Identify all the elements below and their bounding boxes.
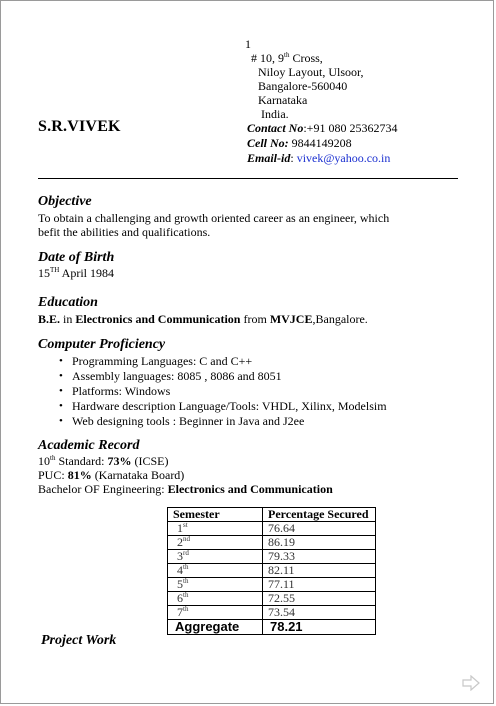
column-header-percentage: Percentage Secured <box>263 508 376 522</box>
objective-heading: Objective <box>38 194 92 209</box>
email-link[interactable]: vivek@yahoo.co.in <box>296 151 391 165</box>
objective-text: To obtain a challenging and growth oriented career as an engineer, which befit the abilities and qualifications. <box>38 211 390 239</box>
project-heading: Project Work <box>41 633 117 648</box>
academic-record <box>38 454 333 496</box>
semester-cell: 1st <box>168 522 263 536</box>
academic-be: Bachelor OF Engineering: Electronics and Communication <box>38 482 333 496</box>
table-header-row <box>168 508 376 522</box>
dob-heading: Date of Birth <box>38 250 115 265</box>
address-line-3: Bangalore-560040 <box>258 79 348 93</box>
contact-email: Email-id: vivek@yahoo.co.in <box>247 151 391 165</box>
contact-phone: Contact No:+91 080 25362734 <box>247 121 398 135</box>
contact-block <box>247 121 397 166</box>
marks-table <box>167 507 376 635</box>
semester-cell: 3rd <box>168 550 263 564</box>
semester-cell: 4th <box>168 564 263 578</box>
table-row <box>168 578 376 592</box>
candidate-name: S.R.VIVEK <box>38 118 121 135</box>
address-line-2: Niloy Layout, Ulsoor, <box>258 65 364 79</box>
percentage-cell: 72.55 <box>263 592 376 606</box>
percentage-cell: 86.19 <box>263 536 376 550</box>
academic-heading: Academic Record <box>38 438 140 453</box>
proficiency-list <box>38 354 387 429</box>
table-row <box>168 564 376 578</box>
column-header-semester: Semester <box>168 508 263 522</box>
aggregate-value: 78.21 <box>263 620 376 635</box>
aggregate-label: Aggregate <box>168 620 263 635</box>
education-heading: Education <box>38 295 98 310</box>
academic-tenth: 10th Standard: 73% (ICSE) <box>38 454 169 468</box>
page-number: 1 <box>245 37 251 51</box>
semester-cell: 5th <box>168 578 263 592</box>
percentage-cell: 79.33 <box>263 550 376 564</box>
address-line-1: # 10, 9th Cross, <box>251 51 323 65</box>
table-row <box>168 592 376 606</box>
aggregate-row <box>168 620 376 635</box>
address-block <box>245 37 364 121</box>
percentage-cell: 73.54 <box>263 606 376 620</box>
table-row <box>168 606 376 620</box>
semester-cell: 7th <box>168 606 263 620</box>
next-page-arrow-icon[interactable] <box>462 675 480 691</box>
list-item: • Web designing tools : Beginner in Java and J2ee <box>72 414 387 429</box>
dob-value: 15TH April 1984 <box>38 266 115 280</box>
list-item: • Programming Languages: C and C++ <box>72 354 387 369</box>
education-text: B.E. in Electronics and Communication from MVJCE,Bangalore. <box>38 312 368 326</box>
academic-puc: PUC: 81% (Karnataka Board) <box>38 468 185 482</box>
address-line-4: Karnataka <box>258 93 308 107</box>
table-row <box>168 550 376 564</box>
list-item: • Assembly languages: 8085 , 8086 and 8051 <box>72 369 387 384</box>
address-line-5: India. <box>261 107 289 121</box>
table-row <box>168 536 376 550</box>
table-row <box>168 522 376 536</box>
semester-cell: 2nd <box>168 536 263 550</box>
list-item: • Hardware description Language/Tools: VHDL, Xilinx, Modelsim <box>72 399 387 414</box>
proficiency-heading: Computer Proficiency <box>38 337 166 352</box>
semester-cell: 6th <box>168 592 263 606</box>
percentage-cell: 82.11 <box>263 564 376 578</box>
percentage-cell: 76.64 <box>263 522 376 536</box>
contact-cell: Cell No: 9844149208 <box>247 136 352 150</box>
list-item: • Platforms: Windows <box>72 384 387 399</box>
header-divider <box>38 178 458 179</box>
percentage-cell: 77.11 <box>263 578 376 592</box>
